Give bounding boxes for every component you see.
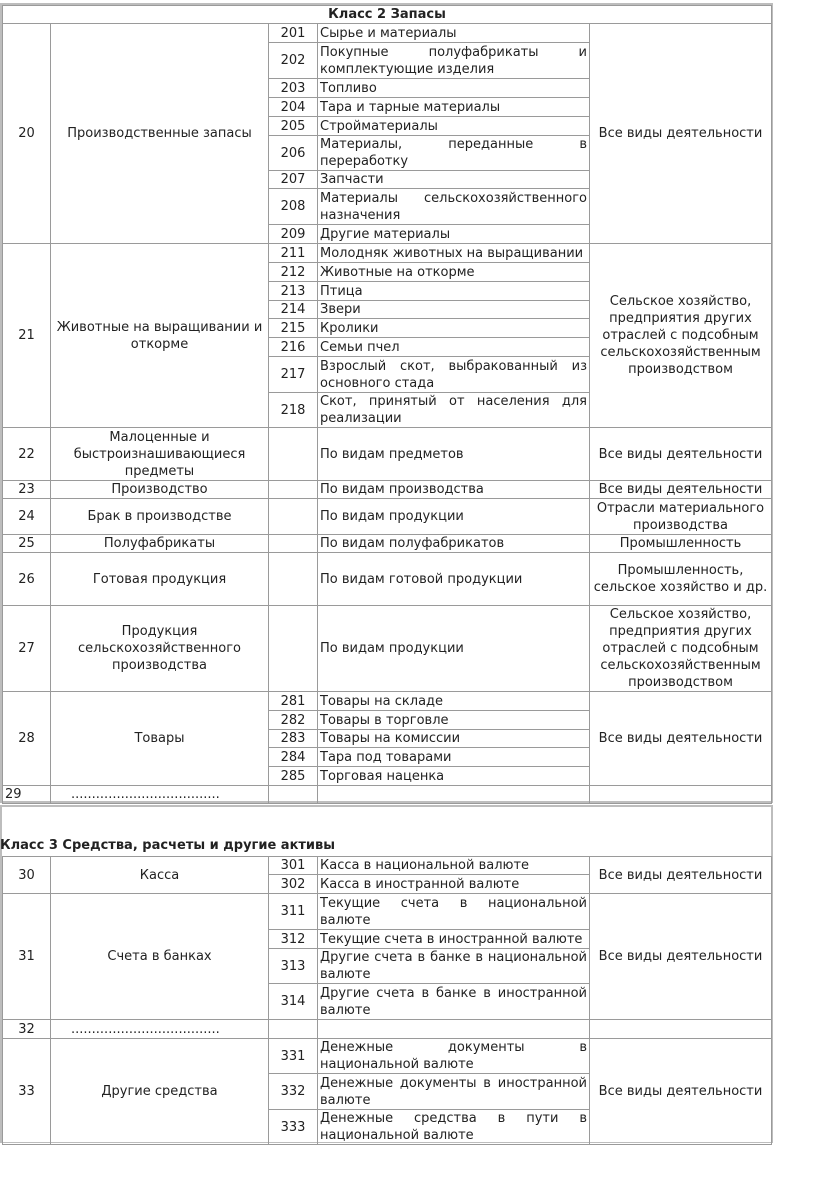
- account-code: 24: [3, 499, 51, 535]
- account-name: Счета в банках: [51, 894, 269, 1020]
- subaccount-name: Запчасти: [318, 171, 590, 189]
- account-code: 29: [3, 786, 51, 804]
- account-code: 21: [3, 244, 51, 428]
- subaccount-code: 301: [269, 857, 318, 875]
- account-name: Животные на выращивании и откорме: [51, 244, 269, 428]
- subaccount-code: 282: [269, 711, 318, 730]
- subaccount-code: 207: [269, 171, 318, 189]
- subaccount-code: 203: [269, 79, 318, 98]
- table-row: [3, 244, 772, 263]
- subaccount-name: Касса в национальной валюте: [318, 857, 590, 875]
- subaccount-name: Товары на складе: [318, 692, 590, 711]
- table-row: [3, 857, 772, 875]
- activity-scope: Все виды деятельности: [590, 24, 772, 244]
- activity-scope: Все виды деятельности: [590, 1039, 772, 1145]
- class3-table: [2, 856, 772, 1145]
- account-code: 23: [3, 481, 51, 499]
- subaccount-name: Денежные документы в национальной валюте: [318, 1039, 590, 1074]
- subaccount-code: 217: [269, 357, 318, 393]
- account-code: 31: [3, 894, 51, 1020]
- table-row: [3, 535, 772, 553]
- activity-scope: [590, 786, 772, 804]
- subaccount-code: 202: [269, 43, 318, 79]
- subaccount-name: Звери: [318, 301, 590, 319]
- subaccount-code: 281: [269, 692, 318, 711]
- activity-scope: Все виды деятельности: [590, 481, 772, 499]
- subaccount-name: По видам производства: [318, 481, 590, 499]
- subaccount-code: [269, 535, 318, 553]
- subaccount-code: [269, 786, 318, 804]
- account-code: 20: [3, 24, 51, 244]
- subaccount-code: 302: [269, 875, 318, 894]
- subaccount-code: 211: [269, 244, 318, 263]
- table-row: [3, 1020, 772, 1039]
- account-code: 28: [3, 692, 51, 786]
- account-code: 22: [3, 428, 51, 481]
- account-name: Производственные запасы: [51, 24, 269, 244]
- subaccount-code: 331: [269, 1039, 318, 1074]
- subaccount-name: Другие счета в банке в национальной валюте: [318, 949, 590, 984]
- subaccount-name: [318, 786, 590, 804]
- subaccount-name: По видам продукции: [318, 606, 590, 692]
- subaccount-name: По видам полуфабрикатов: [318, 535, 590, 553]
- subaccount-name: Денежные документы в иностранной валюте: [318, 1074, 590, 1110]
- subaccount-name: Другие материалы: [318, 225, 590, 244]
- table-row: [3, 606, 772, 692]
- subaccount-code: 283: [269, 730, 318, 748]
- subaccount-code: [269, 481, 318, 499]
- subaccount-code: 285: [269, 767, 318, 786]
- account-code: 33: [3, 1039, 51, 1145]
- subaccount-name: Покупные полуфабрикаты и комплектующие изделия: [318, 43, 590, 79]
- subaccount-name: Товары в торговле: [318, 711, 590, 730]
- subaccount-name: Текущие счета в иностранной валюте: [318, 930, 590, 949]
- account-name: ....................................: [51, 1020, 269, 1039]
- table-row: [3, 1039, 772, 1074]
- subaccount-name: Животные на откорме: [318, 263, 590, 282]
- subaccount-code: 213: [269, 282, 318, 301]
- subaccount-name: По видам продукции: [318, 499, 590, 535]
- activity-scope: Все виды деятельности: [590, 692, 772, 786]
- account-name: Товары: [51, 692, 269, 786]
- activity-scope: Отрасли материального производства: [590, 499, 772, 535]
- table-row: [3, 24, 772, 43]
- subaccount-code: 284: [269, 748, 318, 767]
- activity-scope: Промышленность, сельское хозяйство и др.: [590, 553, 772, 606]
- subaccount-name: По видам предметов: [318, 428, 590, 481]
- subaccount-code: 206: [269, 136, 318, 171]
- account-name: Брак в производстве: [51, 499, 269, 535]
- table-row: [3, 481, 772, 499]
- account-name: Готовая продукция: [51, 553, 269, 606]
- table-row: [3, 428, 772, 481]
- subaccount-name: Взрослый скот, выбракованный из основного стада: [318, 357, 590, 393]
- activity-scope: Сельское хозяйство, предприятия других отраслей с подсобным сельскохозяйственным производством: [590, 244, 772, 428]
- activity-scope: Все виды деятельности: [590, 428, 772, 481]
- subaccount-code: 333: [269, 1110, 318, 1145]
- account-name: Продукция сельскохозяйственного производства: [51, 606, 269, 692]
- subaccount-name: Стройматериалы: [318, 117, 590, 136]
- subaccount-code: 215: [269, 319, 318, 338]
- subaccount-code: 208: [269, 189, 318, 225]
- account-name: ....................................: [51, 786, 269, 804]
- subaccount-code: 313: [269, 949, 318, 984]
- table-row: [3, 553, 772, 606]
- subaccount-code: 201: [269, 24, 318, 43]
- table-row: [3, 894, 772, 930]
- subaccount-code: [269, 553, 318, 606]
- class3-title: Класс 3 Средства, расчеты и другие активы: [0, 838, 336, 853]
- subaccount-name: Торговая наценка: [318, 767, 590, 786]
- table-row: [3, 499, 772, 535]
- subaccount-name: Скот, принятый от населения для реализации: [318, 393, 590, 428]
- subaccount-code: 209: [269, 225, 318, 244]
- subaccount-code: 214: [269, 301, 318, 319]
- subaccount-name: Семьи пчел: [318, 338, 590, 357]
- account-name: Полуфабрикаты: [51, 535, 269, 553]
- subaccount-code: [269, 606, 318, 692]
- activity-scope: [590, 1020, 772, 1039]
- account-code: 26: [3, 553, 51, 606]
- activity-scope: Все виды деятельности: [590, 894, 772, 1020]
- subaccount-code: 216: [269, 338, 318, 357]
- subaccount-name: Тара и тарные материалы: [318, 98, 590, 117]
- subaccount-code: 314: [269, 984, 318, 1020]
- account-name: Касса: [51, 857, 269, 894]
- subaccount-code: 204: [269, 98, 318, 117]
- subaccount-code: [269, 499, 318, 535]
- subaccount-code: 218: [269, 393, 318, 428]
- table-row: [3, 692, 772, 711]
- class2-table: [2, 5, 772, 804]
- subaccount-code: 212: [269, 263, 318, 282]
- subaccount-name: Касса в иностранной валюте: [318, 875, 590, 894]
- subaccount-code: 311: [269, 894, 318, 930]
- activity-scope: Все виды деятельности: [590, 857, 772, 894]
- subaccount-code: [269, 428, 318, 481]
- subaccount-code: [269, 1020, 318, 1039]
- subaccount-name: Топливо: [318, 79, 590, 98]
- account-code: 27: [3, 606, 51, 692]
- table-row: [3, 786, 772, 804]
- subaccount-code: 205: [269, 117, 318, 136]
- subaccount-name: Материалы сельскохозяйственного назначения: [318, 189, 590, 225]
- account-name: Малоценные и быстроизнашивающиеся предметы: [51, 428, 269, 481]
- account-code: 25: [3, 535, 51, 553]
- table-title-row: [3, 6, 772, 24]
- subaccount-name: Тара под товарами: [318, 748, 590, 767]
- account-code: 30: [3, 857, 51, 894]
- subaccount-name: [318, 1020, 590, 1039]
- subaccount-name: Молодняк животных на выращивании: [318, 244, 590, 263]
- subaccount-name: Денежные средства в пути в национальной валюте: [318, 1110, 590, 1145]
- activity-scope: Сельское хозяйство, предприятия других отраслей с подсобным сельскохозяйственным производством: [590, 606, 772, 692]
- account-code: 32: [3, 1020, 51, 1039]
- subaccount-name: По видам готовой продукции: [318, 553, 590, 606]
- subaccount-name: Материалы, переданные в переработку: [318, 136, 590, 171]
- activity-scope: Промышленность: [590, 535, 772, 553]
- class2-title: Класс 2 Запасы: [3, 6, 772, 24]
- account-name: Производство: [51, 481, 269, 499]
- subaccount-name: Другие счета в банке в иностранной валюте: [318, 984, 590, 1020]
- subaccount-name: Сырье и материалы: [318, 24, 590, 43]
- subaccount-name: Птица: [318, 282, 590, 301]
- account-name: Другие средства: [51, 1039, 269, 1145]
- subaccount-code: 312: [269, 930, 318, 949]
- subaccount-name: Текущие счета в национальной валюте: [318, 894, 590, 930]
- subaccount-name: Кролики: [318, 319, 590, 338]
- subaccount-name: Товары на комиссии: [318, 730, 590, 748]
- subaccount-code: 332: [269, 1074, 318, 1110]
